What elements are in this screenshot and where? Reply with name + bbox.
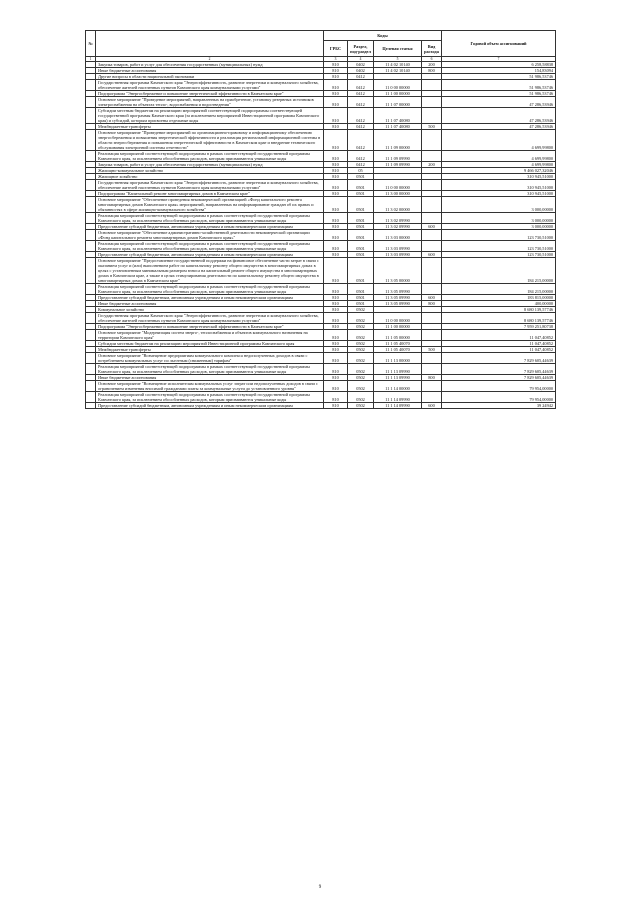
row-razdel-cell: 0412 bbox=[348, 151, 374, 162]
row-grbs-cell: 810 bbox=[324, 62, 348, 68]
row-name-cell: Иные бюджетные ассигнования bbox=[96, 68, 324, 74]
row-grbs-cell: 810 bbox=[324, 197, 348, 213]
row-amount-cell: 183 815,00000 bbox=[442, 295, 556, 301]
row-razdel-cell: 05 bbox=[348, 168, 374, 174]
row-amount-cell: 7 959 251,80738 bbox=[442, 324, 556, 330]
table-row bbox=[86, 151, 556, 162]
row-name-cell: Подпрограмма "Энергосбережение и повышение энергетической эффективности в Камчатском крае" bbox=[96, 324, 324, 330]
row-razdel-cell: 0501 bbox=[348, 191, 374, 197]
row-vid-cell: 800 bbox=[422, 301, 442, 307]
row-grbs-cell: 810 bbox=[324, 307, 348, 313]
row-tsel-cell: 11 3 02 09990 bbox=[374, 224, 422, 230]
row-grbs-cell: 810 bbox=[324, 252, 348, 258]
row-vid-cell: 600 bbox=[422, 403, 442, 409]
table-row bbox=[86, 108, 556, 124]
table-row bbox=[86, 381, 556, 392]
row-grbs-cell: 810 bbox=[324, 168, 348, 174]
row-razdel-cell: 0412 bbox=[348, 80, 374, 91]
header-razdel: Раздел, под-раздел bbox=[348, 41, 374, 57]
row-tsel-cell: 11 4 02 10140 bbox=[374, 68, 422, 74]
row-tsel-cell: 11 1 14 09990 bbox=[374, 403, 422, 409]
row-grbs-cell: 810 bbox=[324, 151, 348, 162]
row-name-cell: Предоставление субсидий бюджетным, автономным учреждениям и иным некоммерческим организациям bbox=[96, 295, 324, 301]
row-grbs-cell: 810 bbox=[324, 191, 348, 197]
row-name-cell: Предоставление субсидий бюджетным, автономным учреждениям и иным некоммерческим организациям bbox=[96, 252, 324, 258]
row-razdel-cell: 0501 bbox=[348, 241, 374, 252]
row-razdel-cell: 0502 bbox=[348, 341, 374, 347]
row-amount-cell: 47 286,53946 bbox=[442, 97, 556, 108]
row-razdel-cell: 0502 bbox=[348, 364, 374, 375]
row-razdel-cell: 0502 bbox=[348, 324, 374, 330]
row-amount-cell: 400,00000 bbox=[442, 301, 556, 307]
row-num-cell bbox=[86, 381, 96, 392]
row-tsel-cell: 11 0 00 00000 bbox=[374, 313, 422, 324]
table-row bbox=[86, 330, 556, 341]
row-num-cell bbox=[86, 97, 96, 108]
table-row bbox=[86, 403, 556, 409]
row-tsel-cell: 11 1 05 40070 bbox=[374, 341, 422, 347]
row-vid-cell: 200 bbox=[422, 162, 442, 168]
row-tsel-cell: 11 1 07 00000 bbox=[374, 97, 422, 108]
row-razdel-cell: 0501 bbox=[348, 197, 374, 213]
row-num-cell bbox=[86, 213, 96, 224]
row-amount-cell: 7 829 605,44639 bbox=[442, 364, 556, 375]
row-grbs-cell: 810 bbox=[324, 381, 348, 392]
table-row bbox=[86, 364, 556, 375]
table-row bbox=[86, 213, 556, 224]
row-name-cell: Жилищно-коммунальное хозяйство bbox=[96, 168, 324, 174]
row-vid-cell bbox=[422, 364, 442, 375]
row-vid-cell bbox=[422, 213, 442, 224]
row-name-cell: Закупка товаров, работ и услуг для обеспечения государственных (муниципальных) нужд bbox=[96, 162, 324, 168]
colnum: 7 bbox=[442, 57, 556, 62]
row-vid-cell bbox=[422, 108, 442, 124]
row-amount-cell: 184 215,00000 bbox=[442, 258, 556, 284]
row-amount-cell: 8 680 139,57746 bbox=[442, 307, 556, 313]
row-tsel-cell: 11 1 13 09990 bbox=[374, 364, 422, 375]
row-amount-cell: 4 699,99800 bbox=[442, 130, 556, 151]
row-name-cell: Основное мероприятие "Проведение мероприятий, направленных на приобретение, установку резервных источников электроснабжения на объектах тепло-, водоснабжения и водоотведения" bbox=[96, 97, 324, 108]
row-amount-cell: 4 699,99800 bbox=[442, 162, 556, 168]
page-number: 9 bbox=[318, 885, 322, 890]
row-amount-cell: 7 829 605,44639 bbox=[442, 375, 556, 381]
row-grbs-cell: 810 bbox=[324, 403, 348, 409]
row-vid-cell: 800 bbox=[422, 68, 442, 74]
row-grbs-cell: 810 bbox=[324, 324, 348, 330]
row-grbs-cell: 810 bbox=[324, 284, 348, 295]
row-grbs-cell: 810 bbox=[324, 68, 348, 74]
budget-table bbox=[85, 30, 556, 409]
row-name-cell: Реализация мероприятий соответствующей подпрограммы в рамках соответствующей государственной программы Камчатского края, за исключением обособленных расходов, которым присваиваются уникальные коды bbox=[96, 213, 324, 224]
row-vid-cell bbox=[422, 381, 442, 392]
row-vid-cell bbox=[422, 241, 442, 252]
row-razdel-cell: 0502 bbox=[348, 353, 374, 364]
header-num: № bbox=[86, 31, 96, 57]
row-tsel-cell: 11 3 03 00000 bbox=[374, 230, 422, 241]
row-amount-cell: 39 24942 bbox=[442, 403, 556, 409]
row-name-cell: Государственная программа Камчатского края "Энергоэффективность, развитие энергетики и коммунального хозяйства, обеспечение жителей населенных пунктов Камчатского края коммунальными услугами" bbox=[96, 80, 324, 91]
colnum: 4 bbox=[348, 57, 374, 62]
row-amount-cell: 51 986,53746 bbox=[442, 80, 556, 91]
row-name-cell: Иные бюджетные ассигнования bbox=[96, 301, 324, 307]
row-vid-cell: 500 bbox=[422, 347, 442, 353]
row-grbs-cell: 810 bbox=[324, 364, 348, 375]
colnum: 1 bbox=[86, 57, 96, 62]
row-name-cell: Основное мероприятие "Возмещение исполнителям коммунальных услуг затрат или недополученных доходов в связи с ограничением изменения вносимой гражданами платы за коммунальные услуги до установленного уровня" bbox=[96, 381, 324, 392]
row-name-cell: Реализация мероприятий соответствующей подпрограммы в рамках соответствующей государственной программы Камчатского края, за исключением обособленных расходов, которым присваиваются уникальные коды bbox=[96, 284, 324, 295]
row-tsel-cell: 11 3 03 09990 bbox=[374, 241, 422, 252]
row-tsel-cell: 11 1 09 09990 bbox=[374, 151, 422, 162]
row-num-cell bbox=[86, 241, 96, 252]
row-grbs-cell: 810 bbox=[324, 313, 348, 324]
row-razdel-cell: 0501 bbox=[348, 224, 374, 230]
row-razdel-cell: 0402 bbox=[348, 62, 374, 68]
colnum: 5 bbox=[374, 57, 422, 62]
row-razdel-cell: 0502 bbox=[348, 307, 374, 313]
row-amount-cell: 184 215,00000 bbox=[442, 284, 556, 295]
header-grbs: ГРБС bbox=[324, 41, 348, 57]
row-vid-cell bbox=[422, 284, 442, 295]
row-razdel-cell: 0412 bbox=[348, 97, 374, 108]
row-grbs-cell: 810 bbox=[324, 341, 348, 347]
budget-table-sheet bbox=[85, 30, 555, 409]
row-vid-cell bbox=[422, 258, 442, 284]
row-razdel-cell: 0501 bbox=[348, 295, 374, 301]
table-row bbox=[86, 258, 556, 284]
row-razdel-cell: 0501 bbox=[348, 284, 374, 295]
row-vid-cell: 600 bbox=[422, 295, 442, 301]
row-tsel-cell: 11 1 14 09990 bbox=[374, 392, 422, 403]
row-amount-cell: 123 730,51000 bbox=[442, 230, 556, 241]
row-tsel-cell: 11 3 03 09990 bbox=[374, 252, 422, 258]
row-grbs-cell: 810 bbox=[324, 258, 348, 284]
row-razdel-cell: 0501 bbox=[348, 301, 374, 307]
row-amount-cell: 310 945,51000 bbox=[442, 180, 556, 191]
row-tsel-cell: 11 3 05 09990 bbox=[374, 295, 422, 301]
row-num-cell bbox=[86, 353, 96, 364]
row-name-cell: Предоставление субсидий бюджетным, автономным учреждениям и иным некоммерческим организациям bbox=[96, 224, 324, 230]
row-amount-cell: 79 954,00000 bbox=[442, 392, 556, 403]
row-grbs-cell: 810 bbox=[324, 353, 348, 364]
table-row bbox=[86, 230, 556, 241]
colnum: 2 bbox=[96, 57, 324, 62]
table-row bbox=[86, 353, 556, 364]
row-name-cell: Основное мероприятие "Обеспечение административно-хозяйственной деятельности некоммерческой организации «Фонд капитального ремонта многоквартирных домов Камчатского края»" bbox=[96, 230, 324, 241]
row-amount-cell: 79 954,00000 bbox=[442, 381, 556, 392]
colnum: 3 bbox=[324, 57, 348, 62]
row-num-cell bbox=[86, 230, 96, 241]
row-name-cell: Реализация мероприятий соответствующей подпрограммы в рамках соответствующей государственной программы Камчатского края, за исключением обособленных расходов, которым присваиваются уникальные коды bbox=[96, 241, 324, 252]
row-num-cell bbox=[86, 258, 96, 284]
row-vid-cell bbox=[422, 313, 442, 324]
row-name-cell: Основное мероприятие "Возмещение предприятиям коммунального комплекса недополученных доходов в связи с потреблением коммунальных услуг по льготным (сниженным) тарифам" bbox=[96, 353, 324, 364]
row-num-cell bbox=[86, 180, 96, 191]
row-amount-cell: 3 000,00000 bbox=[442, 224, 556, 230]
row-amount-cell: 9 466 027,32046 bbox=[442, 168, 556, 174]
row-num-cell bbox=[86, 364, 96, 375]
row-vid-cell bbox=[422, 80, 442, 91]
row-name-cell: Реализация мероприятий соответствующей подпрограммы в рамках соответствующей государственной программы Камчатского края, за исключением обособленных расходов, которым присваиваются уникальные коды bbox=[96, 151, 324, 162]
row-grbs-cell: 810 bbox=[324, 347, 348, 353]
row-razdel-cell: 0412 bbox=[348, 91, 374, 97]
row-grbs-cell: 810 bbox=[324, 162, 348, 168]
row-razdel-cell: 0501 bbox=[348, 258, 374, 284]
row-amount-cell: 310 945,51000 bbox=[442, 191, 556, 197]
row-razdel-cell: 0412 bbox=[348, 108, 374, 124]
row-vid-cell bbox=[422, 353, 442, 364]
row-name-cell: Предоставление субсидий бюджетным, автономным учреждениям и иным некоммерческим организациям bbox=[96, 403, 324, 409]
header-amount: Годовой объем ассигнований bbox=[442, 31, 556, 57]
row-razdel-cell: 0412 bbox=[348, 162, 374, 168]
table-row bbox=[86, 241, 556, 252]
row-name-cell: Подпрограмма "Капитальный ремонт многоквартирных домов в Камчатском крае" bbox=[96, 191, 324, 197]
table-row bbox=[86, 197, 556, 213]
row-razdel-cell: 0502 bbox=[348, 381, 374, 392]
row-tsel-cell: 11 0 00 00000 bbox=[374, 80, 422, 91]
colnum: 6 bbox=[422, 57, 442, 62]
row-tsel-cell: 11 1 00 00000 bbox=[374, 91, 422, 97]
row-vid-cell bbox=[422, 392, 442, 403]
table-row bbox=[86, 80, 556, 91]
row-amount-cell: 310 945,51000 bbox=[442, 174, 556, 180]
row-amount-cell: 3 000,00000 bbox=[442, 197, 556, 213]
row-razdel-cell: 0502 bbox=[348, 330, 374, 341]
row-num-cell bbox=[86, 313, 96, 324]
row-vid-cell: 500 bbox=[422, 124, 442, 130]
row-razdel-cell: 0501 bbox=[348, 213, 374, 224]
row-grbs-cell: 810 bbox=[324, 330, 348, 341]
row-grbs-cell: 810 bbox=[324, 301, 348, 307]
header-codes: Коды bbox=[324, 31, 442, 41]
table-row bbox=[86, 284, 556, 295]
row-grbs-cell: 810 bbox=[324, 241, 348, 252]
row-name-cell: Субсидии местным бюджетам на реализацию мероприятий Инвестиционной программы Камчатского края bbox=[96, 341, 324, 347]
table-row bbox=[86, 313, 556, 324]
row-num-cell bbox=[86, 80, 96, 91]
row-name-cell: Коммунальное хозяйство bbox=[96, 307, 324, 313]
row-vid-cell: 200 bbox=[422, 62, 442, 68]
row-razdel-cell: 0501 bbox=[348, 174, 374, 180]
row-vid-cell bbox=[422, 97, 442, 108]
row-amount-cell: 154,83094 bbox=[442, 68, 556, 74]
row-amount-cell: 3 000,00000 bbox=[442, 213, 556, 224]
header-tsel: Целевая статья bbox=[374, 41, 422, 57]
row-razdel-cell: 0402 bbox=[348, 68, 374, 74]
row-name-cell: Реализация мероприятий соответствующей подпрограммы в рамках соответствующей государственной программы Камчатского края, за исключением обособленных расходов, которым присваиваются уникальные коды bbox=[96, 364, 324, 375]
row-grbs-cell: 810 bbox=[324, 74, 348, 80]
row-amount-cell: 51 986,53746 bbox=[442, 91, 556, 97]
row-name-cell: Государственная программа Камчатского края "Энергоэффективность, развитие энергетики и коммунального хозяйства, обеспечение жителей населенных пунктов Камчатского края коммунальными услугами" bbox=[96, 313, 324, 324]
row-tsel-cell: 11 1 05 00000 bbox=[374, 330, 422, 341]
row-grbs-cell: 810 bbox=[324, 213, 348, 224]
row-name-cell: Основное мероприятие "Проведение мероприятий по организационно-правовому и информационному обеспечению энергосбережения и повышения энергетической эффективности и реализация региональной информационной системы в области энергосбережения и повышения энергетической эффективности в Камчатском крае и внедрение технического обслуживания электронной системы отчетности" bbox=[96, 130, 324, 151]
row-name-cell: Реализация мероприятий соответствующей подпрограммы в рамках соответствующей государственной программы Камчатского края, за исключением обособленных расходов, которым присваиваются уникальные коды bbox=[96, 392, 324, 403]
row-tsel-cell: 11 3 00 00000 bbox=[374, 191, 422, 197]
row-tsel-cell: 11 3 02 09990 bbox=[374, 213, 422, 224]
row-num-cell bbox=[86, 151, 96, 162]
row-name-cell: Другие вопросы в области национальной экономики bbox=[96, 74, 324, 80]
row-name-cell: Основное мероприятие "Обеспечение проведения некоммерческой организацией «Фонд капитального ремонта многоквартирных домов Камчатского края» мероприятий, направленных на информирование граждан об их правах и обязанностях в сфере жилищно-коммунального хозяйства" bbox=[96, 197, 324, 213]
row-tsel-cell: 11 1 09 09990 bbox=[374, 162, 422, 168]
header-name bbox=[96, 31, 324, 57]
row-name-cell: Жилищное хозяйство bbox=[96, 174, 324, 180]
row-num-cell bbox=[86, 403, 96, 409]
row-tsel-cell: 11 1 00 00000 bbox=[374, 324, 422, 330]
row-vid-cell: 600 bbox=[422, 224, 442, 230]
row-tsel-cell: 11 1 14 00000 bbox=[374, 381, 422, 392]
row-amount-cell: 4 699,99800 bbox=[442, 151, 556, 162]
row-name-cell: Закупка товаров, работ и услуг для обеспечения государственных (муниципальных) нужд bbox=[96, 62, 324, 68]
row-razdel-cell: 0501 bbox=[348, 252, 374, 258]
row-name-cell: Основное мероприятие "Предоставление государственной поддержки на финансовое обеспечение части затрат в связи с оказанием услуг и (или) выполнением работ по капитальному ремонту общего имущества в многоквартирных домах в целях с установленным минимальным размером взноса на капитальный ремонт общего имущества в многоквартирных домах в Камчатском крае, а также в целях стимулирования деятельности по капитальному ремонту общего имущества в многоквартирных домах в Камчатском крае" bbox=[96, 258, 324, 284]
table-row bbox=[86, 130, 556, 151]
row-tsel-cell: 11 1 13 00000 bbox=[374, 353, 422, 364]
row-grbs-cell: 810 bbox=[324, 124, 348, 130]
row-amount-cell: 47 286,53946 bbox=[442, 124, 556, 130]
row-tsel-cell: 11 3 05 09990 bbox=[374, 301, 422, 307]
row-amount-cell: 47 286,53946 bbox=[442, 108, 556, 124]
row-grbs-cell: 810 bbox=[324, 174, 348, 180]
row-grbs-cell: 810 bbox=[324, 295, 348, 301]
table-row bbox=[86, 97, 556, 108]
row-name-cell: Межбюджетные трансферты bbox=[96, 124, 324, 130]
table-body bbox=[86, 57, 556, 409]
row-tsel-cell: 11 3 05 09990 bbox=[374, 284, 422, 295]
row-grbs-cell: 810 bbox=[324, 392, 348, 403]
row-amount-cell: 123 730,51000 bbox=[442, 241, 556, 252]
row-grbs-cell: 810 bbox=[324, 230, 348, 241]
row-grbs-cell: 810 bbox=[324, 180, 348, 191]
row-vid-cell bbox=[422, 197, 442, 213]
row-amount-cell: 11 047,40852 bbox=[442, 347, 556, 353]
row-vid-cell bbox=[422, 151, 442, 162]
row-tsel-cell: 11 1 13 09990 bbox=[374, 375, 422, 381]
row-razdel-cell: 0412 bbox=[348, 130, 374, 151]
row-grbs-cell: 810 bbox=[324, 375, 348, 381]
row-vid-cell bbox=[422, 230, 442, 241]
row-grbs-cell: 810 bbox=[324, 224, 348, 230]
row-razdel-cell: 0412 bbox=[348, 124, 374, 130]
row-vid-cell bbox=[422, 180, 442, 191]
row-grbs-cell: 810 bbox=[324, 91, 348, 97]
row-amount-cell: 11 047,40852 bbox=[442, 341, 556, 347]
row-vid-cell: 600 bbox=[422, 252, 442, 258]
row-tsel-cell: 11 1 05 40070 bbox=[374, 347, 422, 353]
row-name-cell: Межбюджетные трансферты bbox=[96, 347, 324, 353]
row-razdel-cell: 0501 bbox=[348, 230, 374, 241]
row-num-cell bbox=[86, 197, 96, 213]
row-tsel-cell: 11 0 00 00000 bbox=[374, 180, 422, 191]
row-razdel-cell: 0501 bbox=[348, 180, 374, 191]
row-tsel-cell: 11 1 09 00000 bbox=[374, 130, 422, 151]
row-num-cell bbox=[86, 392, 96, 403]
row-num-cell bbox=[86, 130, 96, 151]
row-tsel-cell: 11 3 02 00000 bbox=[374, 197, 422, 213]
row-razdel-cell: 0502 bbox=[348, 392, 374, 403]
row-vid-cell bbox=[422, 330, 442, 341]
row-amount-cell: 123 730,51000 bbox=[442, 252, 556, 258]
row-razdel-cell: 0502 bbox=[348, 347, 374, 353]
row-name-cell: Подпрограмма "Энергосбережение и повышение энергетической эффективности в Камчатском крае" bbox=[96, 91, 324, 97]
row-amount-cell: 51 986,53746 bbox=[442, 74, 556, 80]
row-name-cell: Основное мероприятие "Модернизация систем энерго-, теплоснабжения и объектов коммунального назначения на территории Камчатского края" bbox=[96, 330, 324, 341]
row-tsel-cell: 11 4 02 10140 bbox=[374, 62, 422, 68]
row-razdel-cell: 0412 bbox=[348, 74, 374, 80]
row-grbs-cell: 810 bbox=[324, 108, 348, 124]
row-amount-cell: 7 829 605,44639 bbox=[442, 353, 556, 364]
row-tsel-cell: 11 1 07 40080 bbox=[374, 124, 422, 130]
table-row bbox=[86, 392, 556, 403]
row-num-cell bbox=[86, 330, 96, 341]
row-amount-cell: 6 258,58838 bbox=[442, 62, 556, 68]
row-name-cell: Государственная программа Камчатского края "Энергоэффективность, развитие энергетики и коммунального хозяйства, обеспечение жителей населенных пунктов Камчатского края коммунальными услугами" bbox=[96, 180, 324, 191]
header-vid: Вид расхода bbox=[422, 41, 442, 57]
row-tsel-cell: 11 3 05 00000 bbox=[374, 258, 422, 284]
row-razdel-cell: 0502 bbox=[348, 313, 374, 324]
row-amount-cell: 11 047,40852 bbox=[442, 330, 556, 341]
row-num-cell bbox=[86, 108, 96, 124]
row-tsel-cell: 11 1 07 40080 bbox=[374, 108, 422, 124]
row-grbs-cell: 810 bbox=[324, 97, 348, 108]
row-grbs-cell: 810 bbox=[324, 130, 348, 151]
row-razdel-cell: 0502 bbox=[348, 403, 374, 409]
row-num-cell bbox=[86, 284, 96, 295]
row-name-cell: Субсидии местным бюджетам на реализацию мероприятий соответствующей подпрограммы соответствующей государственной программы Камчатского края (за исключением мероприятий Инвестиционной программы Камчатского края) и субсидий, которым присвоены отдельные коды bbox=[96, 108, 324, 124]
row-amount-cell: 8 680 139,57746 bbox=[442, 313, 556, 324]
row-vid-cell: 800 bbox=[422, 375, 442, 381]
row-grbs-cell: 810 bbox=[324, 80, 348, 91]
row-razdel-cell: 0502 bbox=[348, 375, 374, 381]
row-vid-cell bbox=[422, 130, 442, 151]
table-row bbox=[86, 180, 556, 191]
row-name-cell: Иные бюджетные ассигнования bbox=[96, 375, 324, 381]
